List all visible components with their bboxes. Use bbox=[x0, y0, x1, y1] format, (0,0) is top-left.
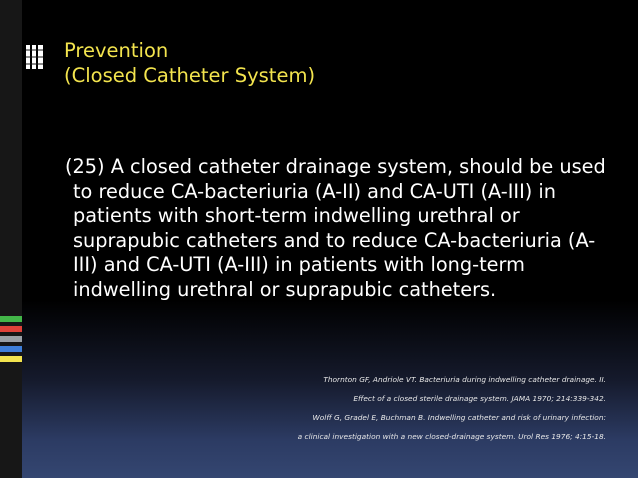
deco-stripe-yellow bbox=[0, 356, 22, 362]
reference-line: Wolff G, Gradel E, Buchman B. Indwelling catheter and risk of urinary infection: bbox=[312, 413, 606, 422]
document-stack-icon bbox=[25, 44, 44, 70]
deco-stripe-grey bbox=[0, 336, 22, 342]
left-decorative-bar bbox=[0, 0, 22, 478]
slide-title bbox=[64, 38, 315, 88]
deco-stripe-green bbox=[0, 316, 22, 322]
references bbox=[290, 370, 606, 446]
reference-line: Effect of a closed sterile drainage system. JAMA 1970; 214:339-342. bbox=[353, 394, 606, 403]
title-line-1: Prevention bbox=[64, 39, 169, 62]
deco-stripe-red bbox=[0, 326, 22, 332]
reference-line: a clinical investigation with a new closed-drainage system. Urol Res 1976; 4:15-18. bbox=[297, 432, 606, 441]
deco-stripe-blue bbox=[0, 346, 22, 352]
recommendation-text: (25) A closed catheter drainage system, should be used to reduce CA-bacteriuria (A-II) and CA-UTI (A-III) in patients with short-term indwelling urethral or suprapubic catheters and to reduce CA-bacteriuria (A-III) and CA-UTI (A-III) in patients with long-term indwelling urethral or suprapubic catheters. bbox=[65, 155, 606, 301]
title-line-2: (Closed Catheter System) bbox=[64, 64, 316, 87]
reference-line: Thornton GF, Andriole VT. Bacteriuria during indwelling catheter drainage. II. bbox=[323, 375, 606, 384]
